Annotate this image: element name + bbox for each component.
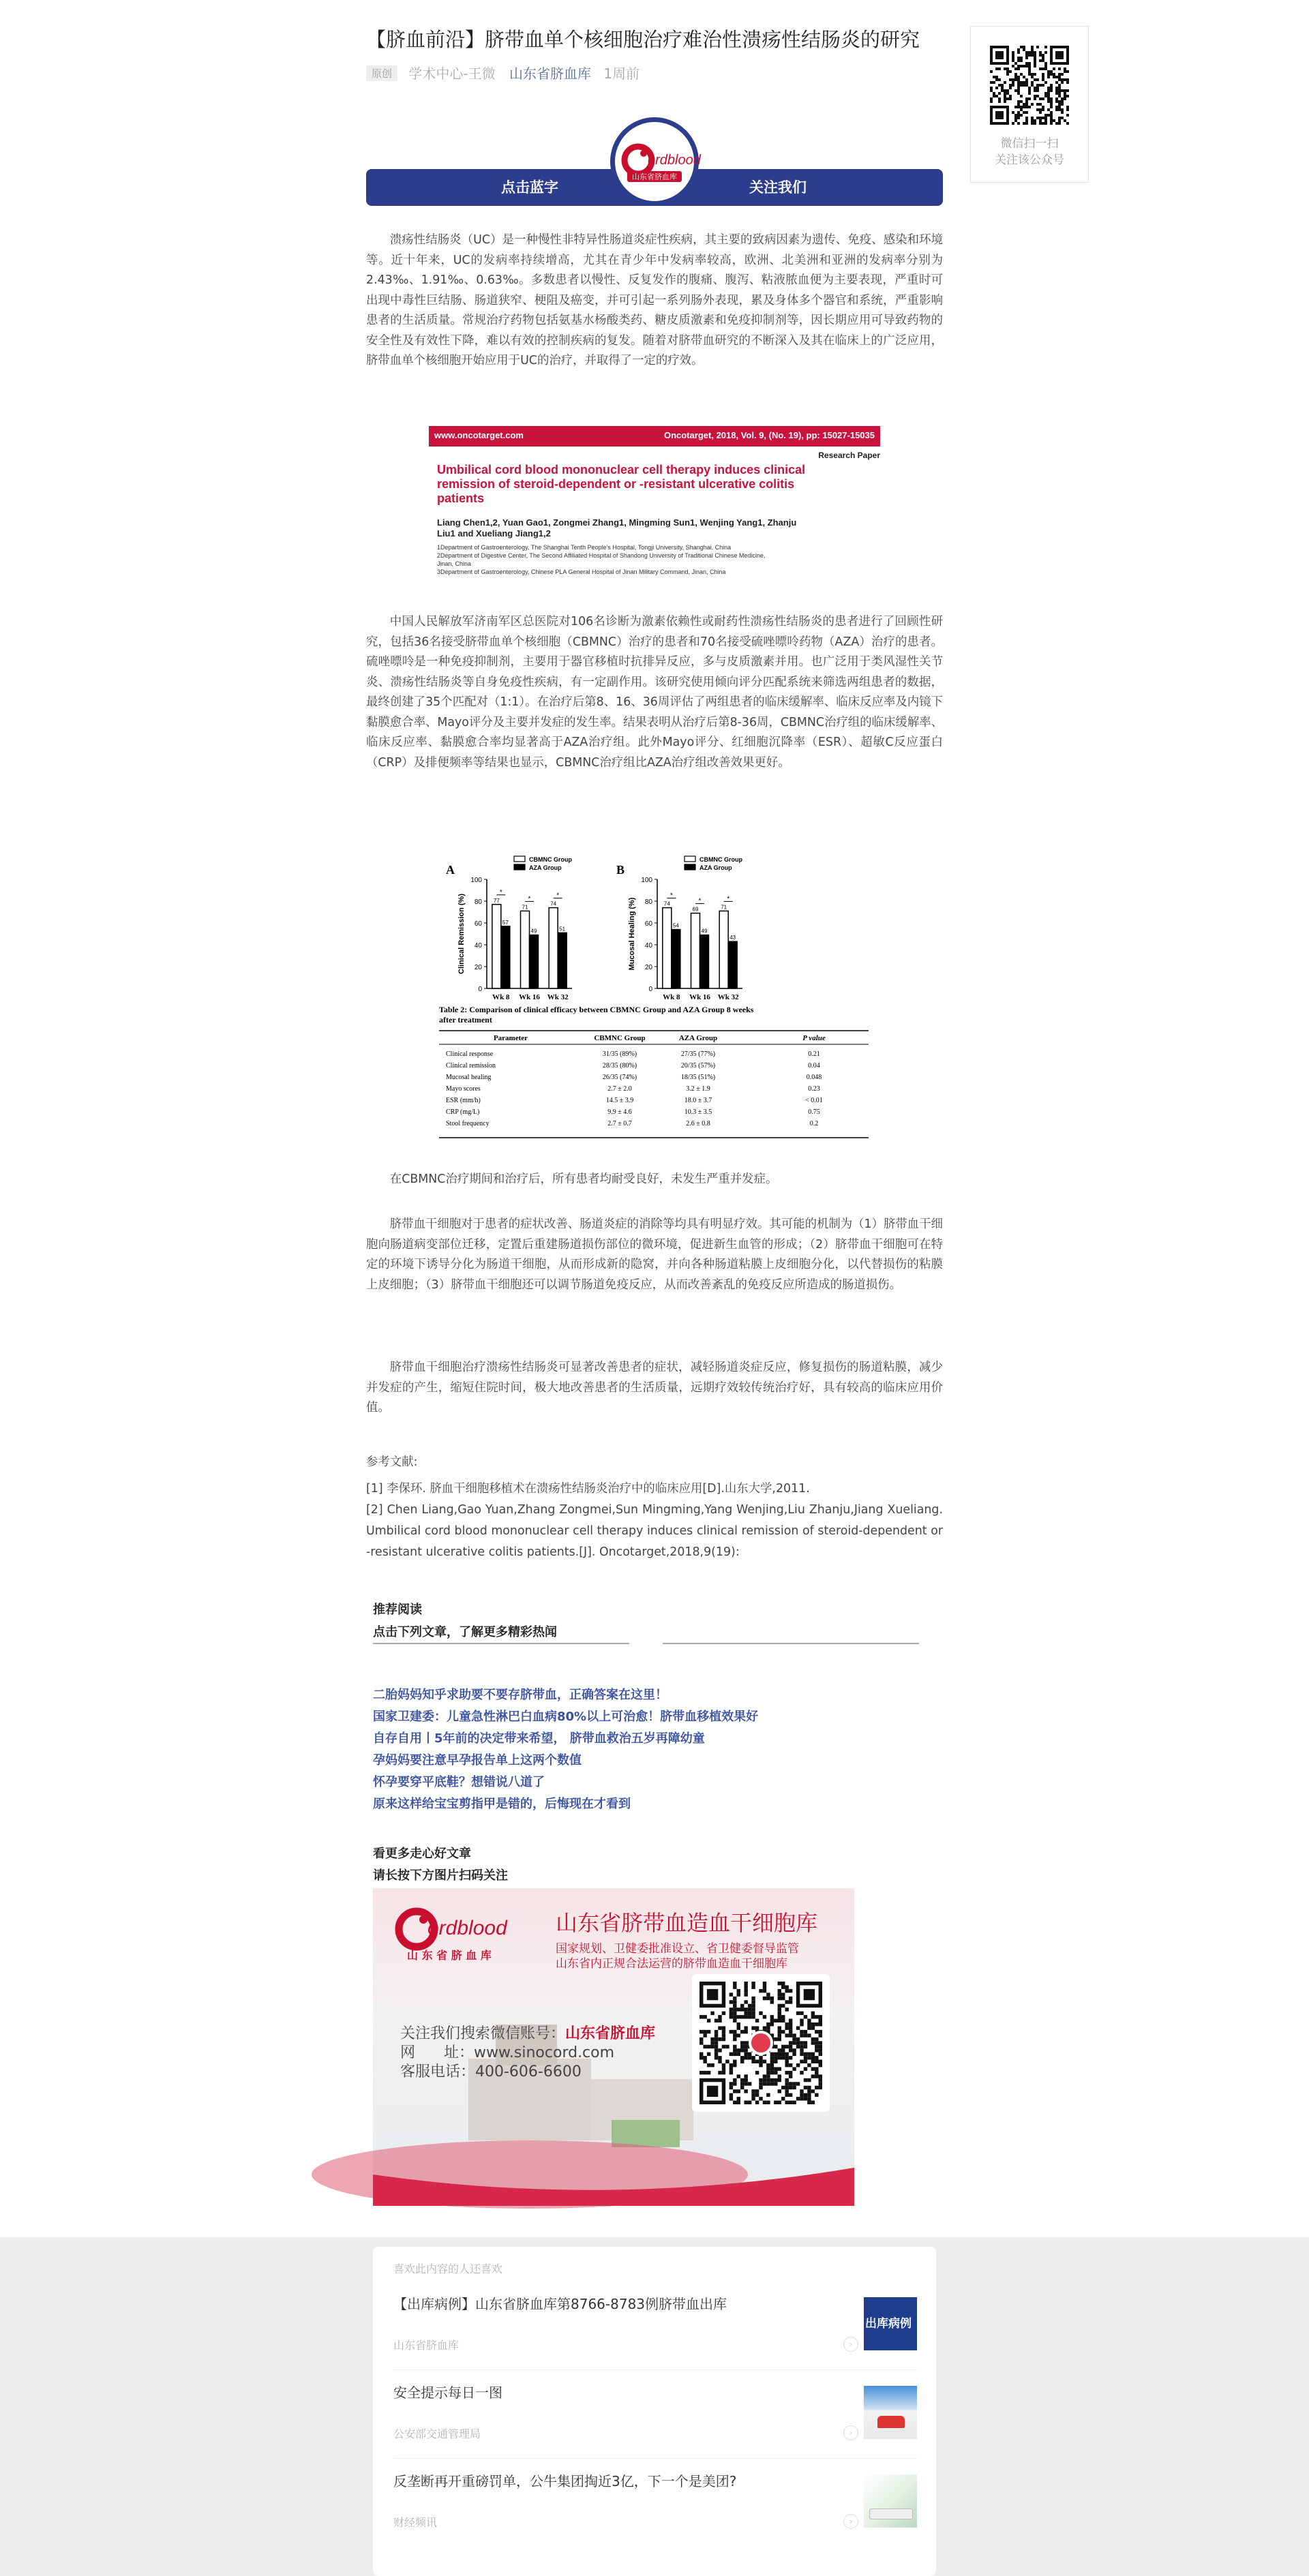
also-liked-source: 山东省脐血库 bbox=[393, 2339, 460, 2352]
y-tick-label: 0 bbox=[648, 986, 652, 993]
table-header-cell: P value bbox=[802, 1034, 826, 1042]
table-cell: Mucosal healing bbox=[446, 1074, 492, 1081]
significance-mark: * bbox=[669, 892, 673, 900]
table-cell: 0.21 bbox=[808, 1050, 820, 1058]
table-header-cell: AZA Group bbox=[678, 1034, 718, 1042]
paper-title-line: patients bbox=[437, 491, 485, 505]
bar bbox=[549, 908, 558, 988]
data-label: 74 bbox=[550, 900, 557, 907]
table-header-cell: CBMNC Group bbox=[594, 1034, 646, 1042]
safety-paragraph: 在CBMNC治疗期间和治疗后，所有患者均耐受良好，未发生严重并发症。 bbox=[389, 1172, 778, 1186]
account-link[interactable]: 山东省脐血库 bbox=[509, 65, 591, 82]
panel-label: B bbox=[616, 863, 625, 877]
table-cell: Stool frequency bbox=[446, 1120, 490, 1127]
table-cell: 10.3 ± 3.5 bbox=[684, 1108, 712, 1116]
table-cell: 2.6 ± 0.8 bbox=[686, 1120, 710, 1127]
also-liked-source: 公安部交通管理局 bbox=[393, 2427, 481, 2440]
journal-url: www.oncotarget.com bbox=[434, 430, 524, 440]
data-label: 43 bbox=[729, 935, 736, 941]
paper-authors bbox=[437, 517, 880, 539]
y-tick-label: 100 bbox=[641, 877, 652, 884]
data-label: 74 bbox=[663, 900, 670, 907]
svg-text:ordblood: ordblood bbox=[427, 1917, 507, 1939]
significance-mark: * bbox=[556, 892, 560, 900]
thumbnail-text: 出库病例 bbox=[865, 2317, 912, 2331]
recommend-link[interactable]: 自存自用丨5年前的决定带来希望， 脐带血救治五岁再障幼童 bbox=[373, 1731, 705, 1746]
legend-label: CBMNC Group bbox=[699, 856, 742, 863]
table-cell: 0.048 bbox=[806, 1074, 822, 1081]
bar bbox=[530, 935, 539, 988]
table-cell: 0.04 bbox=[808, 1062, 820, 1070]
legend-swatch bbox=[684, 864, 695, 870]
references-title: 参考文献: bbox=[366, 1455, 418, 1469]
y-tick-label: 60 bbox=[644, 920, 652, 928]
also-liked-title: 反垄断再开重磅罚单，公牛集团掏近3亿，下一个是美团? bbox=[393, 2473, 737, 2489]
bar bbox=[521, 911, 530, 988]
y-tick-label: 40 bbox=[644, 942, 652, 950]
also-liked-title: 【出库病例】山东省脐血库第8766-8783例脐带血出库 bbox=[393, 2296, 727, 2312]
paper-author-line: Liang Chen1,2, Yuan Gao1, Zongmei Zhang1, Mingming Sun1, Wenjing Yang1, Zhanju bbox=[437, 517, 797, 528]
table-cell: 9.9 ± 4.6 bbox=[607, 1108, 632, 1116]
also-liked-item[interactable] bbox=[393, 2458, 917, 2547]
follow-instruction: 请长按下方图片扫码关注 bbox=[373, 1868, 508, 1883]
paper-title-line: remission of steroid-dependent or -resistant ulcerative colitis bbox=[437, 477, 795, 491]
table-cell: 14.5 ± 3.9 bbox=[605, 1097, 634, 1104]
recommend-link[interactable]: 二胎妈妈知乎求助要不要存脐带血，正确答案在这里！ bbox=[373, 1688, 667, 1702]
paper-header-image bbox=[429, 426, 880, 591]
paper-affiliation-line: 3Department of Gastroenterology, Chinese PLA General Hospital of Jinan Military Command, Jinan, China bbox=[437, 569, 726, 575]
ad-wechat-label: 关注我们搜索微信账号： bbox=[400, 2025, 566, 2042]
table-title: after treatment bbox=[439, 1015, 492, 1025]
table-cell: Clinical remission bbox=[446, 1062, 496, 1070]
y-tick-label: 80 bbox=[644, 898, 652, 906]
data-label: 71 bbox=[522, 904, 528, 911]
qr-caption-2: 关注该公众号 bbox=[995, 153, 1064, 167]
power-strip-thumbnail-icon bbox=[864, 2474, 917, 2528]
table-cell: 20/35 (57%) bbox=[680, 1062, 716, 1070]
recommend-link[interactable]: 怀孕要穿平底鞋？想错说八道了 bbox=[373, 1775, 545, 1789]
x-tick-label: Wk 8 bbox=[492, 993, 510, 1001]
table-cell: 2.7 ± 0.7 bbox=[607, 1120, 632, 1127]
conclusion-paragraph: 脐带血干细胞治疗溃疡性结肠炎可显著改善患者的症状，减轻肠道炎症反应，修复损伤的肠道粘膜，减少并发症的产生，缩短住院时间，极大地改善患者的生活质量，远期疗效较传统治疗好，具有较高的临床应用价值。 bbox=[366, 1361, 943, 1414]
y-tick-label: 20 bbox=[474, 964, 482, 971]
more-options-icon[interactable]: › bbox=[843, 2514, 858, 2529]
data-label: 69 bbox=[692, 906, 699, 913]
y-axis-label: Clinical Remission (%) bbox=[457, 894, 466, 974]
table-cell: 26/35 (74%) bbox=[602, 1074, 637, 1081]
paper-title bbox=[437, 463, 880, 506]
y-tick-label: 40 bbox=[474, 942, 482, 950]
follow-qr-card bbox=[970, 26, 1089, 183]
recommend-link[interactable]: 孕妈妈要注意早孕报告单上这两个数值 bbox=[373, 1753, 582, 1768]
significance-mark: * bbox=[528, 895, 531, 903]
paper-author-line: Liu1 and Xueliang Jiang1,2 bbox=[437, 528, 551, 539]
y-tick-label: 80 bbox=[474, 898, 482, 906]
paper-affiliation-line: Jinan, China bbox=[437, 560, 472, 567]
more-options-icon[interactable]: › bbox=[843, 2337, 858, 2352]
also-liked-item[interactable] bbox=[393, 2281, 917, 2370]
table-cell: 0.23 bbox=[808, 1085, 820, 1093]
more-options-icon[interactable]: › bbox=[843, 2425, 858, 2440]
ad-website: 网 址：www.sinocord.com bbox=[400, 2044, 615, 2061]
study-paragraph: 中国人民解放军济南军区总医院对106名诊断为激素依赖性或耐药性溃疡性结肠炎的患者进行了回顾性研究，包括36名接受脐带血单个核细胞（CBMNC）治疗的患者和70名接受硫唑嘌呤药物（AZA）治疗的患者。硫唑嘌呤是一种免疫抑制剂，主要用于器官移植时抗排异反应，多与皮质激素并用。也广泛用于类风湿性关节炎、溃疡性结肠炎等自身免疫性疾病，有一定副作用。该研究使用倾向评分匹配系统来筛选两组患者的数据，最终创建了35个匹配对（1:1）。在治疗后第8、16、36周评估了两组患者的临床缓解率、临床反应率及内镜下黏膜愈合率、Mayo评分及主要并发症的发生率。结果表明从治疗后第8-36周，CBMNC治疗组的临床缓解率、临床反应率、黏膜愈合率均显著高于AZA治疗组。此外Mayo评分、红细胞沉降率（ESR）、超敏C反应蛋白（CRP）及排便频率等结果也显示，CBMNC治疗组比AZA治疗组改善效果更好。 bbox=[366, 615, 943, 770]
publish-time: 1周前 bbox=[603, 65, 640, 82]
table-cell: 28/35 (80%) bbox=[602, 1062, 637, 1070]
x-tick-label: Wk 8 bbox=[663, 993, 680, 1001]
y-tick-label: 60 bbox=[474, 920, 482, 928]
also-liked-title: 安全提示每日一图 bbox=[393, 2384, 502, 2401]
table-cell: 3.2 ± 1.9 bbox=[686, 1085, 710, 1093]
ad-qr-code-icon bbox=[699, 1982, 822, 2104]
intro-paragraph: 溃疡性结肠炎（UC）是一种慢性非特异性肠道炎症性疾病，其主要的致病因素为遗传、免疫、感染和环境等。近十年来，UC的发病率持续增高，尤其在青少年中发病率较高，欧洲、北美洲和亚洲的发病率分别为2.43‰、1.91‰、0.63‰。多数患者以慢性、反复发作的腹痛、腹泻、粘液脓血便为主要表现，严重时可出现中毒性巨结肠、肠道狭窄、梗阻及癌变，并可引起一系列肠外表现，累及身体多个器官和系统，严重影响患者的生活质量。常规治疗药物包括氨基水杨酸类药、糖皮质激素和免疫抑制剂等，因长期应用可导致药物的安全性及有效性下降，难以有效的控制疾病的复发。随着对脐带血研究的不断深入及其在临床上的广泛应用，脐带血单个核细胞开始应用于UC的治疗，并取得了一定的疗效。 bbox=[366, 233, 943, 367]
paper-affiliation-line: 2Department of Digestive Center, The Second Affiliated Hospital of Shandong University of Traditional Chinese Medicine, bbox=[437, 552, 766, 559]
qr-code-icon bbox=[990, 46, 1069, 125]
results-figure bbox=[436, 852, 872, 1145]
follow-us-text: 关注我们 bbox=[749, 179, 807, 196]
bar bbox=[492, 905, 501, 988]
article-meta bbox=[366, 63, 640, 82]
article-title: 【脐血前沿】脐带血单个核细胞治疗难治性溃疡性结肠炎的研究 bbox=[366, 28, 920, 51]
follow-heading: 看更多走心好文章 bbox=[373, 1847, 471, 1861]
x-tick-label: Wk 32 bbox=[717, 993, 739, 1001]
data-label: 57 bbox=[502, 919, 509, 926]
click-blue-text: 点击蓝字 bbox=[501, 179, 558, 196]
table-cell: CRP (mg/L) bbox=[446, 1108, 480, 1116]
bar bbox=[501, 926, 510, 988]
table-cell: 0.75 bbox=[808, 1108, 820, 1116]
legend-swatch bbox=[514, 864, 525, 870]
also-liked-header: 喜欢此内容的人还喜欢 bbox=[393, 2262, 503, 2275]
x-tick-label: Wk 16 bbox=[689, 993, 710, 1001]
divider-left bbox=[373, 1643, 629, 1644]
significance-mark: * bbox=[698, 897, 702, 905]
y-tick-label: 0 bbox=[478, 986, 482, 993]
y-axis-label: Mucosal Healing (%) bbox=[628, 897, 636, 971]
mechanism-paragraph: 脐带血干细胞对于患者的症状改善、肠道炎症的消除等均具有明显疗效。其可能的机制为（1）脐带血干细胞向肠道病变部位迁移，定置后重建肠道损伤部位的微环境，促进新生血管的形成；（2）脐带血干细胞可在特定的环境下诱导分化为肠道干细胞，从而形成新的隐窝，并向各种肠道粘膜上皮细胞分化，以代替损伤的粘膜上皮细胞；（3）脐带血干细胞还可以调节肠道免疫反应，从而改善紊乱的免疫反应所造成的肠道损伤。 bbox=[366, 1217, 943, 1292]
bar bbox=[663, 908, 672, 988]
ad-brand-logo-icon bbox=[389, 1900, 507, 1962]
table-cell: ESR (mm/h) bbox=[446, 1097, 481, 1104]
y-tick-label: 20 bbox=[644, 964, 652, 971]
svg-text:山东省脐血库: 山东省脐血库 bbox=[632, 172, 677, 181]
table-cell: 31/35 (89%) bbox=[602, 1050, 637, 1058]
also-liked-item[interactable] bbox=[393, 2369, 917, 2459]
table-cell: < 0.01 bbox=[805, 1097, 823, 1104]
ad-wechat-account: 山东省脐血库 bbox=[565, 2025, 656, 2042]
reference-2: [2] Chen Liang,Gao Yuan,Zhang Zongmei,Sun Mingming,Yang Wenjing,Liu Zhanju,Jiang Xueliang. Umbilical cord blood mononuclear cell therapy induces clinical remission of steroid-dependent or -resistant ulcerative colitis patients.[J]. Oncotarget,2018,9(19): bbox=[366, 1503, 943, 1559]
bar bbox=[558, 933, 567, 988]
journal-citation: Oncotarget, 2018, Vol. 9, (No. 19), pp: 15027-15035 bbox=[664, 430, 875, 440]
ad-qr-frame bbox=[692, 1974, 830, 2112]
table-cell: 18/35 (51%) bbox=[680, 1074, 716, 1081]
svg-text:ordblood: ordblood bbox=[648, 153, 701, 168]
data-label: 71 bbox=[721, 904, 727, 911]
qr-caption-1: 微信扫一扫 bbox=[1000, 137, 1059, 151]
legend-label: CBMNC Group bbox=[529, 856, 572, 863]
recommend-link[interactable]: 原来这样给宝宝剪指甲是错的，后悔现在才看到 bbox=[373, 1797, 631, 1811]
ad-subline-1: 国家规划、卫健委批准设立、省卫健委督导监管 bbox=[556, 1942, 799, 1956]
bar bbox=[691, 913, 700, 988]
paper-title-line: Umbilical cord blood mononuclear cell therapy induces clinical bbox=[437, 463, 806, 476]
author-name: 学术中心-王微 bbox=[408, 65, 496, 82]
data-label: 77 bbox=[493, 897, 500, 904]
ad-headline: 山东省脐带血造血干细胞库 bbox=[556, 1910, 818, 1936]
results-chart bbox=[436, 852, 872, 1145]
cordblood-ad-image[interactable] bbox=[373, 1888, 854, 2206]
significance-mark: * bbox=[499, 888, 502, 896]
references bbox=[366, 1452, 943, 1563]
table-cell: 2.7 ± 2.0 bbox=[607, 1085, 632, 1093]
ad-subline-2: 山东省内正规合法运营的脐带血造血干细胞库 bbox=[556, 1957, 787, 1971]
panel-label: A bbox=[446, 863, 455, 877]
reference-1: [1] 李保环. 脐血干细胞移植术在溃疡性结肠炎治疗中的临床应用[D].山东大学,2011. bbox=[366, 1482, 810, 1496]
cordblood-logo-icon bbox=[615, 122, 701, 201]
ad-wechat bbox=[400, 2022, 655, 2043]
brand-logo bbox=[610, 117, 699, 206]
data-label: 49 bbox=[701, 928, 708, 935]
legend-swatch bbox=[514, 856, 525, 862]
legend-swatch bbox=[684, 856, 695, 862]
significance-mark: * bbox=[727, 895, 730, 903]
table-cell: 18.0 ± 3.7 bbox=[684, 1097, 712, 1104]
legend-label: AZA Group bbox=[529, 864, 562, 871]
svg-text:山 东 省 脐 血 库: 山 东 省 脐 血 库 bbox=[407, 1949, 492, 1962]
ad-phone: 客服电话：400-606-6600 bbox=[400, 2063, 582, 2080]
also-liked-source: 财经频讯 bbox=[393, 2516, 438, 2529]
table-cell: 27/35 (77%) bbox=[680, 1050, 716, 1058]
original-tag: 原创 bbox=[366, 65, 397, 81]
x-tick-label: Wk 32 bbox=[547, 993, 569, 1001]
paper-affiliations bbox=[437, 543, 880, 576]
bar bbox=[719, 911, 728, 988]
bar bbox=[700, 935, 709, 988]
table-cell: Clinical response bbox=[446, 1050, 494, 1058]
bar bbox=[672, 930, 680, 988]
recommend-link[interactable]: 国家卫建委：儿童急性淋巴白血病80%以上可治愈！脐带血移植效果好 bbox=[373, 1710, 759, 1724]
legend-label: AZA Group bbox=[699, 864, 732, 871]
journal-banner bbox=[429, 426, 880, 446]
recommend-subtitle: 点击下列文章，了解更多精彩热闻 bbox=[373, 1625, 557, 1639]
table-cell: Mayo scores bbox=[446, 1085, 481, 1093]
recommend-title: 推荐阅读 bbox=[373, 1603, 422, 1617]
thumbnail-image bbox=[864, 2297, 917, 2350]
data-label: 49 bbox=[530, 928, 537, 935]
table-header-cell: Parameter bbox=[493, 1034, 528, 1042]
x-tick-label: Wk 16 bbox=[519, 993, 540, 1001]
divider-right bbox=[663, 1643, 919, 1644]
traffic-car-thumbnail-icon bbox=[864, 2386, 917, 2439]
y-tick-label: 100 bbox=[470, 877, 482, 884]
bar bbox=[728, 941, 737, 988]
also-liked-panel bbox=[373, 2247, 936, 2576]
paper-type: Research Paper bbox=[818, 451, 880, 460]
data-label: 54 bbox=[672, 922, 679, 929]
table-cell: 0.2 bbox=[809, 1120, 819, 1127]
data-label: 51 bbox=[559, 926, 566, 933]
table-title: Table 2: Comparison of clinical efficacy between CBMNC Group and AZA Group 8 weeks bbox=[439, 1005, 754, 1014]
paper-affiliation-line: 1Department of Gastroenterology, The Shanghai Tenth People's Hospital, Tongji University, Shanghai, China bbox=[437, 544, 732, 551]
